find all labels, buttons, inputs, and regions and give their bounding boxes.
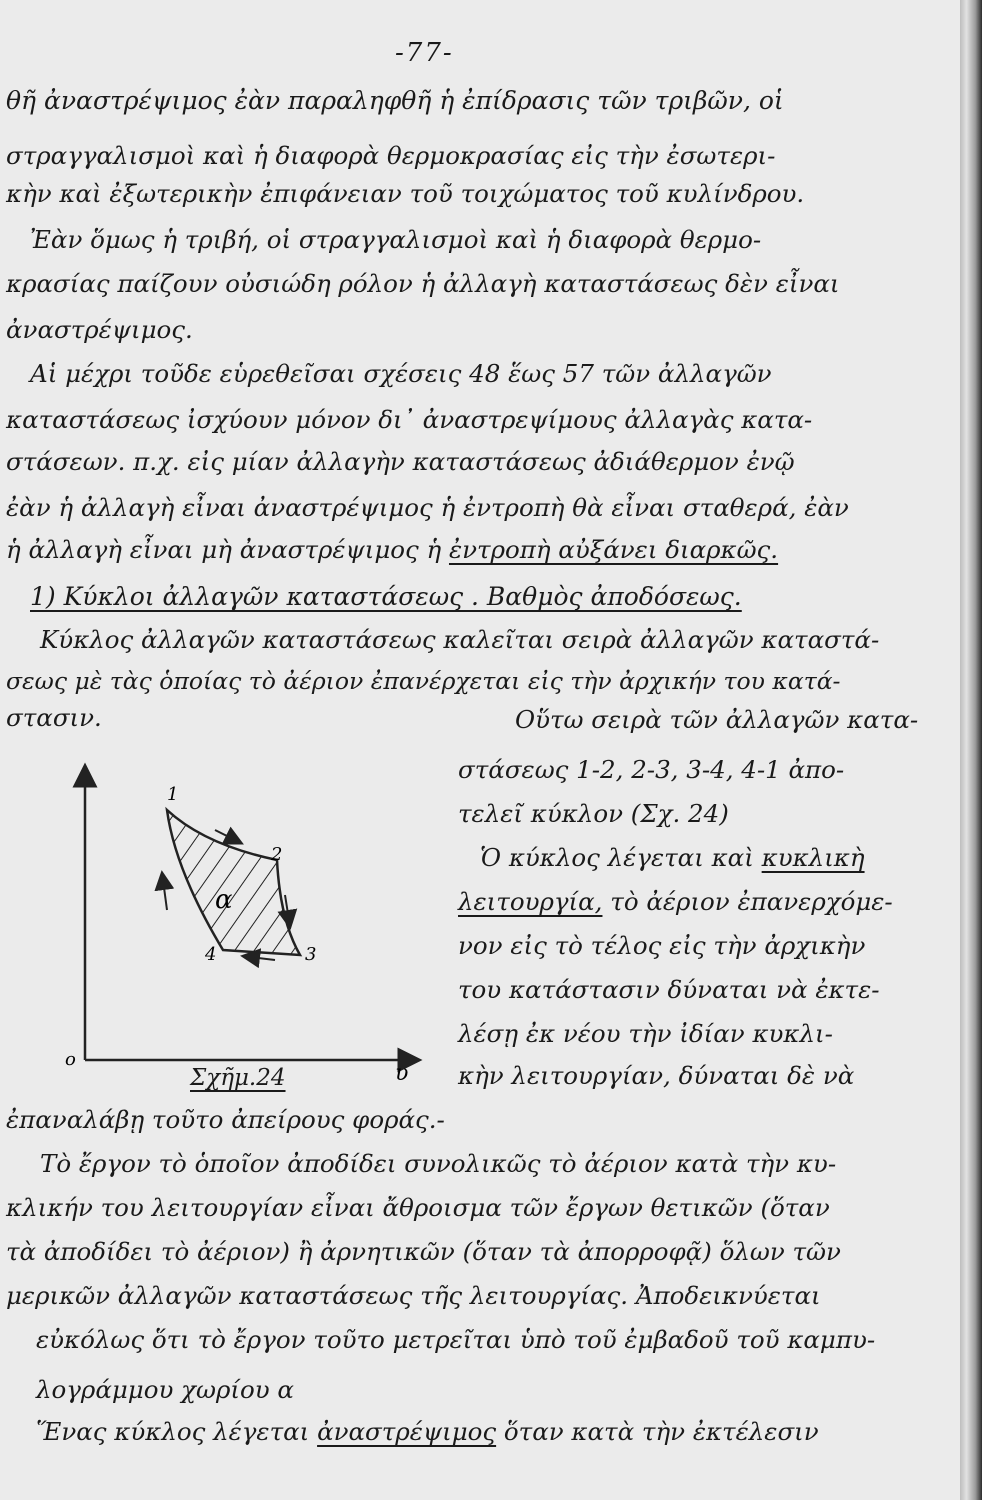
text-line: ἐὰν ἡ ἀλλαγὴ εἶναι ἀναστρέψιμος ἡ ἐντροπὴ θὰ εἶναι σταθερά, ἐὰν — [6, 493, 849, 522]
area-label: α — [215, 885, 233, 915]
text-segment: Ὁ κύκλος λέγεται καὶ — [480, 843, 754, 872]
text-line: Τὸ ἔργον τὸ ὁποῖον ἀποδίδει συνολικῶς τὸ ἀέριον κατὰ τὴν κυ- — [40, 1149, 837, 1178]
text-line: στασιν. — [6, 703, 102, 732]
underlined-text: λειτουργία, — [458, 887, 603, 916]
text-segment: ἡ ἀλλαγὴ εἶναι μὴ ἀναστρέψιμος ἡ — [6, 535, 442, 564]
origin-label: o — [65, 1049, 76, 1070]
text-line: στάσεως 1-2, 2-3, 3-4, 4-1 ἀπο- — [458, 755, 845, 784]
text-line: κρασίας παίζουν οὐσιώδη ρόλον ἡ ἀλλαγὴ καταστάσεως δὲν εἶναι — [6, 269, 840, 298]
text-line: Ἐὰν ὅμως ἡ τριβή, οἱ στραγγαλισμοὶ καὶ ἡ διαφορὰ θερμο- — [30, 225, 762, 254]
section-heading: 1) Κύκλοι ἀλλαγῶν καταστάσεως . Βαθμὸς ἀποδόσεως. — [30, 582, 742, 611]
text-line: Αἱ μέχρι τοῦδε εὑρεθεῖσαι σχέσεις 48 ἕως 57 τῶν ἀλλαγῶν — [30, 359, 772, 388]
text-line: κὴν λειτουργίαν, δύναται δὲ νὰ — [458, 1061, 855, 1090]
text-line: μερικῶν ἀλλαγῶν καταστάσεως τῆς λειτουργίας. Ἀποδεικνύεται — [6, 1281, 821, 1310]
text-line: κὴν καὶ ἐξωτερικὴν ἐπιφάνειαν τοῦ τοιχώματος τοῦ κυλίνδρου. — [6, 179, 805, 208]
text-line: του κατάστασιν δύναται νὰ ἐκτε- — [458, 975, 880, 1004]
text-line — [6, 535, 779, 564]
point-label: 4 — [205, 944, 217, 965]
text-segment: τὸ ἀέριον ἐπανερχόμε- — [610, 887, 893, 916]
text-line: τὰ ἀποδίδει τὸ ἀέριον) ἢ ἀρνητικῶν (ὅταν τὰ ἀπορροφᾷ) ὅλων τῶν — [6, 1237, 841, 1266]
cycle-diagram — [55, 760, 445, 1090]
text-line: ἐπαναλάβῃ τοῦτο ἀπείρους φοράς.- — [6, 1105, 445, 1134]
text-line: κλικήν του λειτουργίαν εἶναι ἄθροισμα τῶν ἔργων θετικῶν (ὅταν — [6, 1193, 830, 1222]
text-line: λέσῃ ἐκ νέου τὴν ἰδίαν κυκλι- — [458, 1019, 833, 1048]
text-line: θῆ ἀναστρέψιμος ἐὰν παραληφθῆ ἡ ἐπίδρασις τῶν τριβῶν, οἱ — [6, 86, 784, 115]
text-line: λογράμμου χωρίου α — [36, 1375, 294, 1404]
underlined-text: ἀναστρέψιμος — [317, 1417, 497, 1446]
process-arrow — [163, 880, 167, 910]
point-label: 3 — [305, 944, 317, 965]
text-segment: ὅταν κατὰ τὴν ἐκτέλεσιν — [503, 1417, 819, 1446]
text-line: νον εἰς τὸ τέλος εἰς τὴν ἀρχικὴν — [458, 931, 866, 960]
text-line: εὐκόλως ὅτι τὸ ἔργον τοῦτο μετρεῖται ὑπὸ τοῦ ἐμβαδοῦ τοῦ καμπυ- — [36, 1325, 876, 1354]
page-number: -77- — [395, 38, 454, 68]
text-line: Οὕτω σειρὰ τῶν ἀλλαγῶν κατα- — [515, 705, 919, 734]
figure-caption: Σχῆμ.24 — [190, 1065, 286, 1091]
scan-page-edge — [960, 0, 982, 1500]
text-line — [458, 887, 893, 916]
text-line — [480, 843, 865, 872]
process-arrow — [250, 957, 275, 960]
cycle-area — [167, 810, 300, 955]
text-line: ἀναστρέψιμος. — [6, 315, 193, 344]
underlined-text: κυκλικὴ — [761, 843, 865, 872]
point-label: 1 — [167, 784, 179, 805]
text-line: στραγγαλισμοὶ καὶ ἡ διαφορὰ θερμοκρασίας εἰς τὴν ἐσωτερι- — [6, 141, 776, 170]
x-axis-label: υ — [395, 1061, 409, 1086]
text-line: καταστάσεως ἰσχύουν μόνον δι᾽ ἀναστρεψίμους ἀλλαγὰς κατα- — [6, 405, 813, 434]
text-segment: Ἕνας κύκλος λέγεται — [36, 1417, 310, 1446]
underlined-text: ἐντροπὴ αὐξάνει διαρκῶς. — [448, 535, 779, 564]
text-line: στάσεων. π.χ. εἰς μίαν ἀλλαγὴν καταστάσεως ἀδιάθερμον ἐνῷ — [6, 447, 795, 476]
process-arrow — [215, 830, 235, 840]
point-label: 2 — [271, 844, 283, 865]
text-line: σεως μὲ τὰς ὁποίας τὸ ἀέριον ἐπανέρχεται εἰς τὴν ἀρχικήν του κατά- — [6, 667, 841, 695]
text-line: τελεῖ κύκλον (Σχ. 24) — [458, 799, 729, 828]
text-line — [36, 1417, 819, 1446]
text-line: Κύκλος ἀλλαγῶν καταστάσεως καλεῖται σειρὰ ἀλλαγῶν καταστά- — [40, 625, 880, 654]
